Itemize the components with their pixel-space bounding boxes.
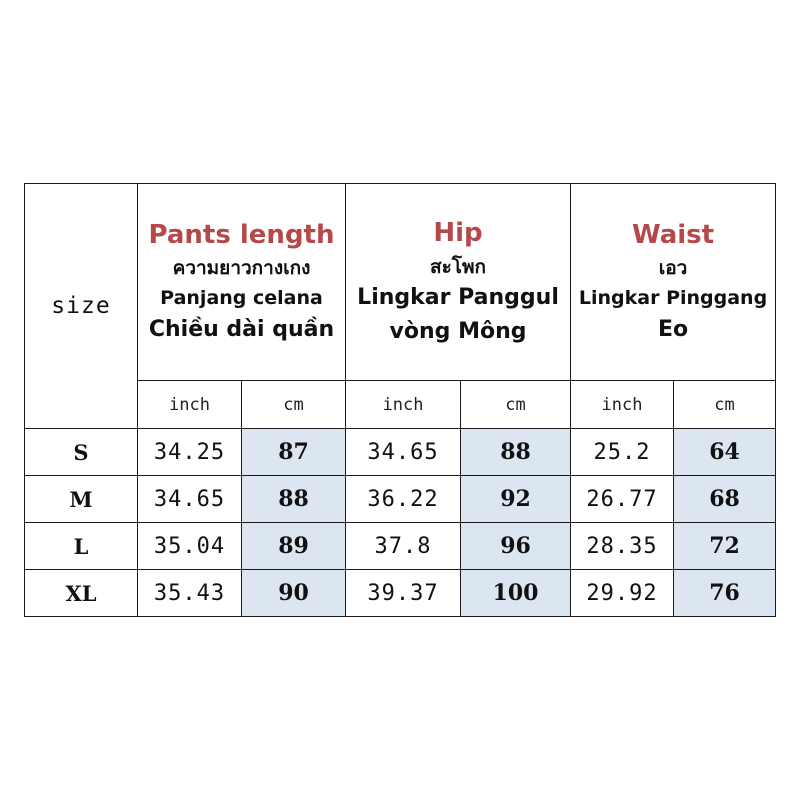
hip-cm-cell: 96 <box>461 523 571 570</box>
pants-cm-unit: cm <box>242 381 346 429</box>
hip-inch-cell: 34.65 <box>346 429 461 476</box>
hip-thai: สะโพก <box>430 255 487 278</box>
size-column-header: size <box>25 184 138 429</box>
units-row <box>25 381 776 429</box>
waist-thai: เอว <box>658 257 688 280</box>
waist-inch-cell: 28.35 <box>571 523 674 570</box>
table-row <box>25 476 776 523</box>
pants-inch-unit: inch <box>138 381 242 429</box>
hip-inch-unit: inch <box>346 381 461 429</box>
size-label: XL <box>25 570 138 617</box>
hip-header <box>346 184 571 381</box>
hip-inch-cell: 37.8 <box>346 523 461 570</box>
waist-indonesian: Lingkar Pinggang <box>578 286 768 309</box>
hip-inch-cell: 39.37 <box>346 570 461 617</box>
hip-cm-cell: 88 <box>461 429 571 476</box>
size-label: S <box>25 429 138 476</box>
waist-inch-cell: 29.92 <box>571 570 674 617</box>
pants-length-indonesian: Panjang celana <box>160 286 323 309</box>
pants-cm-cell: 89 <box>242 523 346 570</box>
header-row <box>25 184 776 381</box>
waist-vietnamese: Eo <box>657 317 689 343</box>
hip-vietnamese: vòng Mông <box>389 319 527 345</box>
pants-cm-cell: 90 <box>242 570 346 617</box>
waist-cm-cell: 76 <box>674 570 776 617</box>
pants-inch-cell: 35.43 <box>138 570 242 617</box>
pants-cm-cell: 88 <box>242 476 346 523</box>
waist-inch-cell: 25.2 <box>571 429 674 476</box>
waist-header <box>571 184 776 381</box>
pants-length-header <box>138 184 346 381</box>
waist-cm-cell: 72 <box>674 523 776 570</box>
waist-cm-cell: 64 <box>674 429 776 476</box>
table-row <box>25 523 776 570</box>
waist-cm-cell: 68 <box>674 476 776 523</box>
size-label: M <box>25 476 138 523</box>
hip-cm-unit: cm <box>461 381 571 429</box>
pants-inch-cell: 34.25 <box>138 429 242 476</box>
pants-length-thai: ความยาวกางเกง <box>172 257 311 280</box>
pants-cm-cell: 87 <box>242 429 346 476</box>
pants-inch-cell: 35.04 <box>138 523 242 570</box>
hip-inch-cell: 36.22 <box>346 476 461 523</box>
table-row <box>25 570 776 617</box>
table-row <box>25 429 776 476</box>
waist-inch-unit: inch <box>571 381 674 429</box>
pants-inch-cell: 34.65 <box>138 476 242 523</box>
size-label: L <box>25 523 138 570</box>
hip-title: Hip <box>433 217 483 248</box>
size-chart-table <box>24 183 776 617</box>
pants-length-title: Pants length <box>148 219 335 250</box>
hip-indonesian: Lingkar Panggul <box>357 285 559 310</box>
waist-title: Waist <box>631 219 715 250</box>
waist-inch-cell: 26.77 <box>571 476 674 523</box>
hip-cm-cell: 100 <box>461 570 571 617</box>
waist-cm-unit: cm <box>674 381 776 429</box>
hip-cm-cell: 92 <box>461 476 571 523</box>
pants-length-vietnamese: Chiều dài quần <box>148 317 335 343</box>
